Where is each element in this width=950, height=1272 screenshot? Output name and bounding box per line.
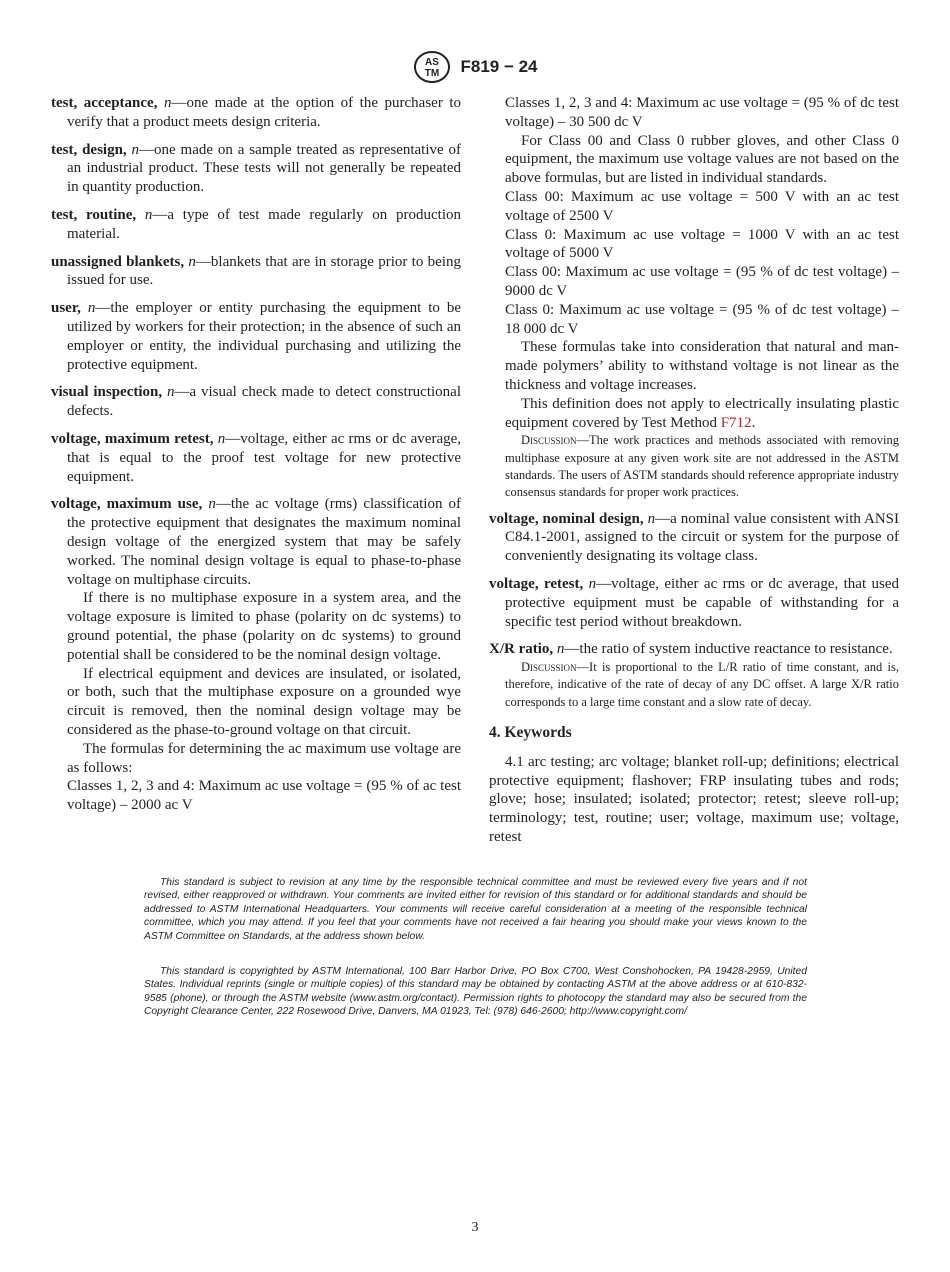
footnote-revision: This standard is subject to revision at any time by the responsible technical committee and must be reviewed every five years and if not revised, either reapproved or withdrawn. Your comments are invited either for revision of this standard or for additional standards and should be addressed to ASTM International Headquarters. Your comments will receive careful consideration at a meeting of the responsible technical committee, which you may attend. If you feel that your comments have not received a fair hearing you should make your views known to the ASTM Committee on Standards, at the address shown below. xyxy=(144,877,807,942)
class-line: Class 0: Maximum ac use voltage = (95 % of dc test voltage) – 18 000 dc V xyxy=(505,301,899,337)
term-voltage-nominal-design: voltage, nominal design, n—a nominal value consistent with ANSI C84.1-2001, assigned to the circuit or system for the purpose of conveniently designating its voltage class. xyxy=(489,510,900,565)
class-line: Class 0: Maximum ac use voltage = 1000 V with an ac test voltage of 5000 V xyxy=(505,226,899,262)
term-test-routine: test, routine, n—a type of test made regularly on production material. xyxy=(51,206,461,242)
term-unassigned-blankets: unassigned blankets, n—blankets that are in storage prior to being issued for use. xyxy=(51,253,461,289)
class-line: Class 00: Maximum ac use voltage = (95 % of dc test voltage) – 9000 dc V xyxy=(505,264,899,299)
term-user: user, n—the employer or entity purchasing the equipment to be utilized by workers for their protection; in the absence of such an employer or entity, the individual purchasing and utilizing the protective equipment. xyxy=(51,300,461,373)
keywords-paragraph: 4.1 arc testing; arc voltage; blanket roll-up; definitions; electrical protective equipment; flashover; FRP insulating tubes and rods; glove; hose; insulated; isolated; protector; retest; sleeve roll-up; terminology; test, routine; user; voltage, maximum use; voltage, retest xyxy=(489,753,899,845)
left-column xyxy=(51,94,461,815)
formula-ac-test: Classes 1, 2, 3 and 4: Maximum ac use voltage = (95 % of ac test voltage) – 2000 ac V xyxy=(67,778,461,814)
term-voltage-retest: voltage, retest, n—voltage, either ac rms or dc average, that used protective equipment must be capable of withstanding for a specific test period without breakdown. xyxy=(489,575,899,630)
right-column xyxy=(489,94,899,847)
standard-code: F819 − 24 xyxy=(460,57,538,76)
discussion-note: Discussion—It is proportional to the L/R ratio of time constant, and is, therefore, indicative of the rate of decay of any DC offset. A large X/R ratio corresponds to a large time constant and a slow rate of decay. xyxy=(505,660,899,709)
paragraph-multiphase-exposure: If there is no multiphase exposure in a system area, and the voltage exposure is limited to phase (polarity on dc systems) to ground potential, the phase (polarity on dc systems) to ground potential shall be considered to be the nominal design voltage. xyxy=(67,590,461,663)
paragraph-insulated-equipment: If electrical equipment and devices are insulated, or isolated, or both, such that the multiphase exposure on a grounded wye circuit is removed, then the nominal design voltage may be considered as the phase-to-ground voltage on that circuit. xyxy=(67,665,461,738)
class-line: Class 00: Maximum ac use voltage = 500 V with an ac test voltage of 2500 V xyxy=(505,188,899,224)
formula-dc-test: Classes 1, 2, 3 and 4: Maximum ac use voltage = (95 % of dc test voltage) – 30 500 dc V xyxy=(505,95,899,130)
paragraph-class-0: For Class 00 and Class 0 rubber gloves, and other Class 0 equipment, the maximum use voltage values are not based on the above formulas, but are listed in individual standards. xyxy=(505,132,899,187)
term-voltage-maximum-use: voltage, maximum use, n—the ac voltage (rms) classification of the protective equipment that designates the maximum nominal design voltage of the energized system that may be safely worked. The nominal design voltage is equal to phase-to-phase voltage on multiphase circuits. xyxy=(51,496,462,588)
section-title-keywords: 4. Keywords xyxy=(489,724,572,741)
svg-text:AS: AS xyxy=(425,57,440,68)
page-number: 3 xyxy=(471,1220,479,1235)
term-test-design: test, design, n—one made on a sample treated as representative of an industrial product. These tests will not generally be repeated in quantity production. xyxy=(51,141,462,196)
paragraph-definition-exclusion: This definition does not apply to electrically insulating plastic equipment covered by Test Method F712. xyxy=(505,395,899,431)
svg-text:TM: TM xyxy=(425,68,440,79)
astm-logo-icon xyxy=(412,50,452,84)
f712-link[interactable]: F712 xyxy=(720,414,752,431)
term-test-acceptance: test, acceptance, n—one made at the option of the purchaser to verify that a product meets design criteria. xyxy=(51,95,461,130)
term-xr-ratio: X/R ratio, n—the ratio of system inductive reactance to resistance. xyxy=(489,641,893,658)
term-voltage-maximum-retest: voltage, maximum retest, n—voltage, either ac rms or dc average, that is equal to the proof test voltage for new protective equipment. xyxy=(51,430,462,485)
page-header xyxy=(0,50,950,84)
term-visual-inspection: visual inspection, n—a visual check made to detect constructional defects. xyxy=(51,384,462,420)
footnote-copyright: This standard is copyrighted by ASTM International, 100 Barr Harbor Drive, PO Box C700, West Conshohocken, PA 19428-2959, United States. Individual reprints (single or multiple copies) of this standard may be obtained by contacting ASTM at the above address or at 610-832-9585 (phone), or through the ASTM website (www.astm.org/contact). Permission rights to photocopy the standard may also be secured from the Copyright Clearance Center, 222 Rosewood Drive, Danvers, MA 01923, Tel: (978) 646-2600; http://www.copyright.com/ xyxy=(144,966,807,1018)
paragraph-polymers: These formulas take into consideration that natural and man-made polymers’ ability to withstand voltage is not linear as the thickness and voltage increases. xyxy=(505,339,899,393)
paragraph-formulas-intro: The formulas for determining the ac maximum use voltage are as follows: xyxy=(67,740,461,776)
discussion-note: Discussion—The work practices and methods associated with removing multiphase exposure at any given work site are not addressed in the ASTM standards. The users of ASTM standards should reference appropriate industry consensus standards for proper work practices. xyxy=(505,433,899,500)
